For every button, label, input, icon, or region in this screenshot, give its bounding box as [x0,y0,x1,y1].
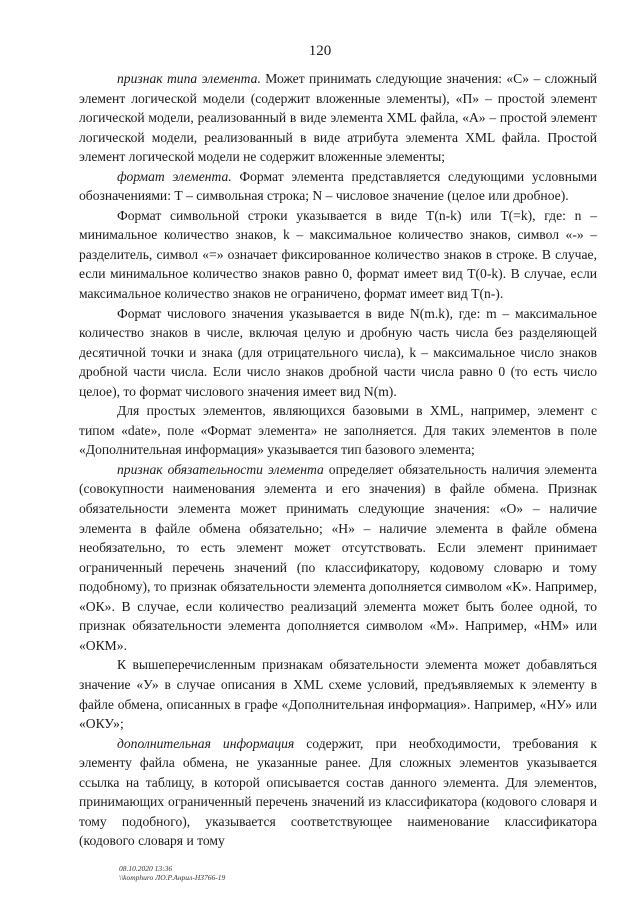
page-number: 120 [308,43,332,59]
paragraph-text: Формат числового значения указывается в виде N(m.k), где: m – максимальное количество знаков в числе, включая целую и дробную часть числа без разделяющей десятичной точки и знака (для отрицательного числа), k – максимальное число знаков дробной части числа. Если число знаков дробной части числа равно 0 (то есть число целое), то формат числового значения имеет вид N(m). [79,305,597,399]
document-footer [119,864,225,882]
footer-timestamp: 08.10.2020 13:36 [119,864,173,873]
paragraph-text: Может принимать следующие значения: «С» – сложный элемент логической модели (содержит вложенные элементы), «П» – простой элемент логической модели, реализованный в виде элемента XML файла, «А» – простой элемент логической модели, реализованный в виде атрибута элемента XML файла. Простой элемент логической модели не содержит вложенные элементы; [79,71,597,165]
paragraph-additional-info [79,734,597,851]
paragraph-additional-value [79,655,597,733]
paragraph-numeric-format [79,304,597,402]
paragraph-text: определяет обязательность наличия элемента (совокупности наименования элемента и его значения) в файле обмена. Признак обязательности элемента может принимать следующие значения: «О» – наличие элемента в файле обмена обязательно; «Н» – наличие элемента в файле обмена необязательно, то есть элемент может отсутствовать. Если элемент принимает ограниченный перечень значений (по классификатору, кодовому словарю и тому подобному), то признак обязательности элемента дополняется символом «К». Например, «ОК». В случае, если количество реализаций элемента может быть более одной, то признак обязательности элемента дополняется символом «М». Например, «НМ» или «ОКМ». [79,461,597,653]
paragraph-text: К вышеперечисленным признакам обязательности элемента может добавляться значение «У» в случае описания в XML схеме условий, предъявляемых к элементу в файле обмена, описанных в графе «Дополнительная информация». Например, «НУ» или «ОКУ»; [79,657,597,732]
paragraph-text: содержит, при необходимости, требования к элементу файла обмена, не указанные ранее. Для сложных элементов указывается ссылка на таблицу, в которой описывается состав данного элемента. Для элементов, принимающих ограниченный перечень значений из классификатора (кодового словаря и тому подобного), указывается соответствующее наименование классификатора (кодового словаря и тому [79,735,597,849]
paragraph-element-type [79,69,597,167]
term-element-type: признак типа элемента. [117,71,261,86]
footer-file-path: \\komphuro ЛО.Р.Анрил-НЗ766-19 [119,873,226,882]
paragraph-element-format [79,167,597,206]
paragraph-mandatory-flag [79,460,597,655]
paragraph-simple-elements [79,401,597,460]
paragraph-text: Формат элемента представляется следующими условными обозначениями: Т – символьная строка; N – числовое значение (целое или дробное). [79,168,597,204]
paragraph-string-format [79,206,597,304]
term-element-format: формат элемента. [117,168,232,184]
term-mandatory-flag: признак обязательности элемента [117,461,324,477]
paragraph-text: Формат символьной строки указывается в виде T(n-k) или T(=k), где: n – минимальное количество знаков, k – максимальное количество знаков, символ «-» – разделитель, символ «=» означает фиксированное количество знаков в строке. В случае, если минимальное количество знаков равно 0, формат имеет вид T(0-k). В случае, если максимальное количество знаков не ограничено, формат имеет вид T(n-). [79,207,597,302]
paragraph-text: Для простых элементов, являющихся базовыми в XML, например, элемент с типом «date», поле «Формат элемента» не заполняется. Для таких элементов в поле «Дополнительная информация» указывается тип базового элемента; [79,403,597,458]
term-additional-info: дополнительная информация [117,735,295,751]
document-body [79,69,597,851]
